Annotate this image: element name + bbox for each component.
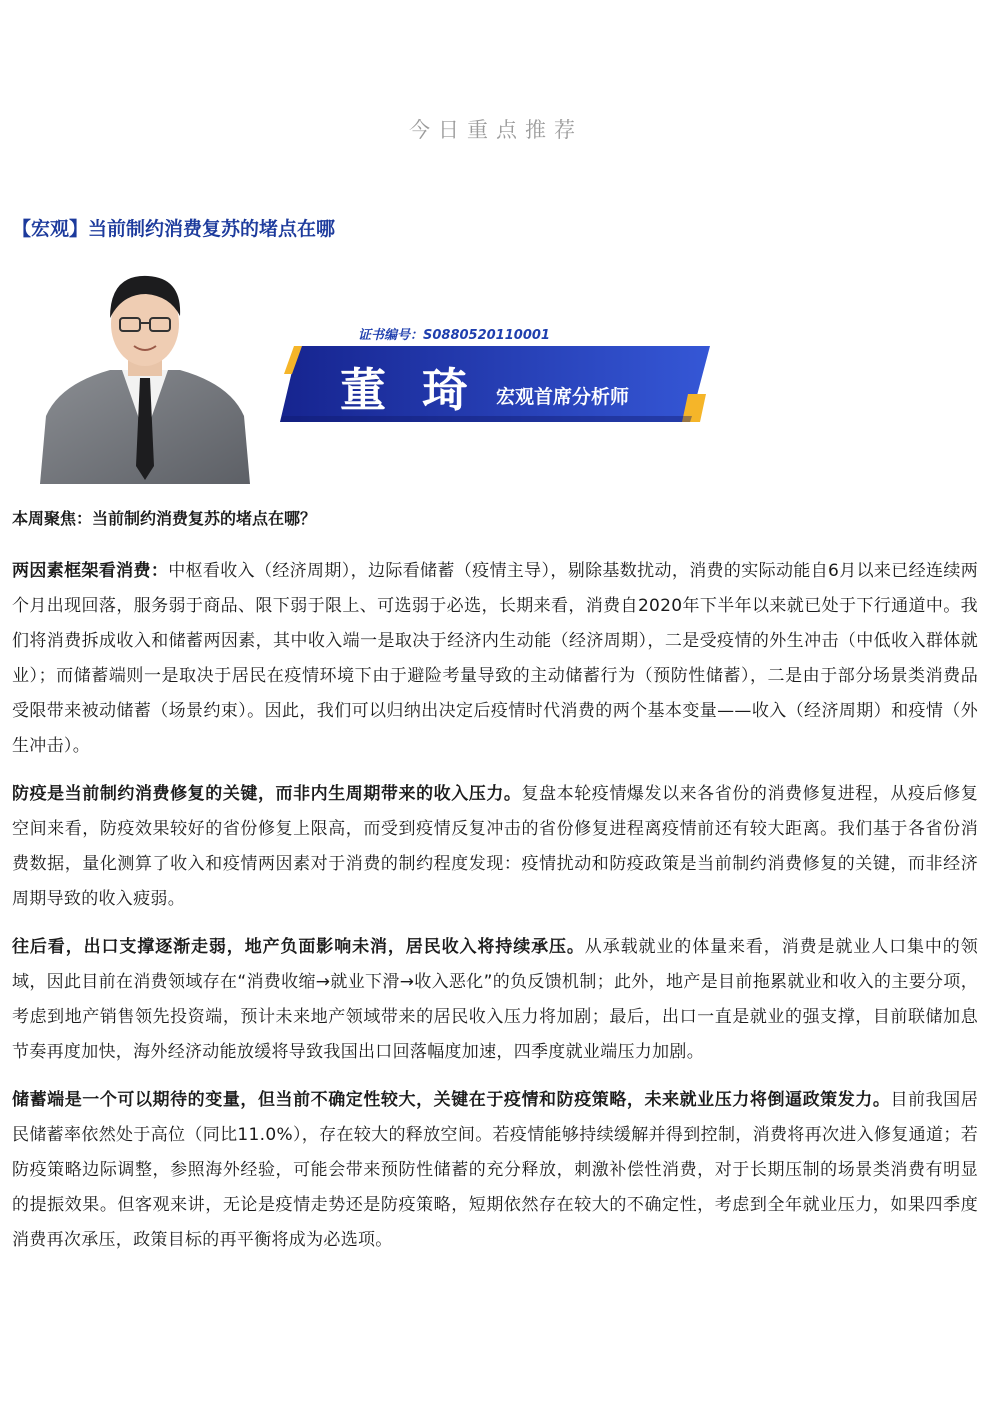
- weekly-focus: 本周聚焦：当前制约消费复苏的堵点在哪？: [12, 509, 317, 528]
- paragraph-2: [12, 777, 978, 917]
- paragraph-lead: 往后看，出口支撑逐渐走弱，地产负面影响未消，居民收入将持续承压。: [12, 937, 585, 957]
- paragraph-text: 复盘本轮疫情爆发以来各省份的消费修复进程，从疫后修复空间来看，防疫效果较好的省份修复上限高，而受到疫情反复冲击的省份修复进程离疫情前还有较大距离。我们基于各省份消费数据，量化测算了收入和疫情两因素对于消费的制约程度发现：疫情扰动和防疫政策是当前制约消费修复的关键，而非经济周期导致的收入疲弱。: [12, 784, 978, 909]
- article-title: 【宏观】当前制约消费复苏的堵点在哪: [12, 218, 336, 240]
- paragraph-4: [12, 1083, 978, 1258]
- paragraph-text: 从承载就业的体量来看，消费是就业人口集中的领域，因此目前在消费领域存在“消费收缩→就业下滑→收入恶化”的负反馈机制；此外，地产是目前拖累就业和收入的主要分项，考虑到地产销售领先投资端，预计未来地产领域带来的居民收入压力将加剧；最后，出口一直是就业的强支撑，目前联储加息节奏再度加快，海外经济动能放缓将导致我国出口回落幅度加速，四季度就业端压力加剧。: [12, 937, 978, 1062]
- analyst-role: 宏观首席分析师: [496, 386, 630, 408]
- paragraph-lead: 两因素框架看消费：: [12, 561, 169, 581]
- certificate-number: 证书编号：S0880520110001: [358, 328, 550, 343]
- paragraph-text: 中枢看收入（经济周期），边际看储蓄（疫情主导），剔除基数扰动，消费的实际动能自6月以来已经连续两个月出现回落，服务弱于商品、限下弱于限上、可选弱于必选，长期来看，消费自2020年下半年以来就已处于下行通道中。我们将消费拆成收入和储蓄两因素，其中收入端一是取决于经济内生动能（经济周期），二是受疫情的外生冲击（中低收入群体就业）；而储蓄端则一是取决于居民在疫情环境下由于避险考量导致的主动储蓄行为（预防性储蓄），二是由于部分场景类消费品受限带来被动储蓄（场景约束）。因此，我们可以归纳出决定后疫情时代消费的两个基本变量——收入（经济周期）和疫情（外生冲击）。: [12, 561, 978, 756]
- analyst-name: 董 琦: [340, 363, 479, 417]
- page-header: 今日重点推荐: [409, 118, 583, 142]
- analyst-banner: [40, 262, 720, 484]
- paragraph-3: [12, 930, 978, 1070]
- analyst-photo: [40, 266, 250, 484]
- paragraph-1: [12, 554, 978, 764]
- paragraph-lead: 储蓄端是一个可以期待的变量，但当前不确定性较大，关键在于疫情和防疫策略，未来就业压力将倒逼政策发力。: [12, 1090, 891, 1110]
- article-body: [12, 506, 978, 1271]
- paragraph-text: 目前我国居民储蓄率依然处于高位（同比11.0%），存在较大的释放空间。若疫情能够持续缓解并得到控制，消费将再次进入修复通道；若防疫策略边际调整，参照海外经验，可能会带来预防性储蓄的充分释放，刺激补偿性消费，对于长期压制的场景类消费有明显的提振效果。但客观来讲，无论是疫情走势还是防疫策略，短期依然存在较大的不确定性，考虑到全年就业压力，如果四季度消费再次承压，政策目标的再平衡将成为必选项。: [12, 1090, 979, 1250]
- paragraph-lead: 防疫是当前制约消费修复的关键，而非内生周期带来的收入压力。: [12, 784, 522, 804]
- name-band: [280, 346, 710, 422]
